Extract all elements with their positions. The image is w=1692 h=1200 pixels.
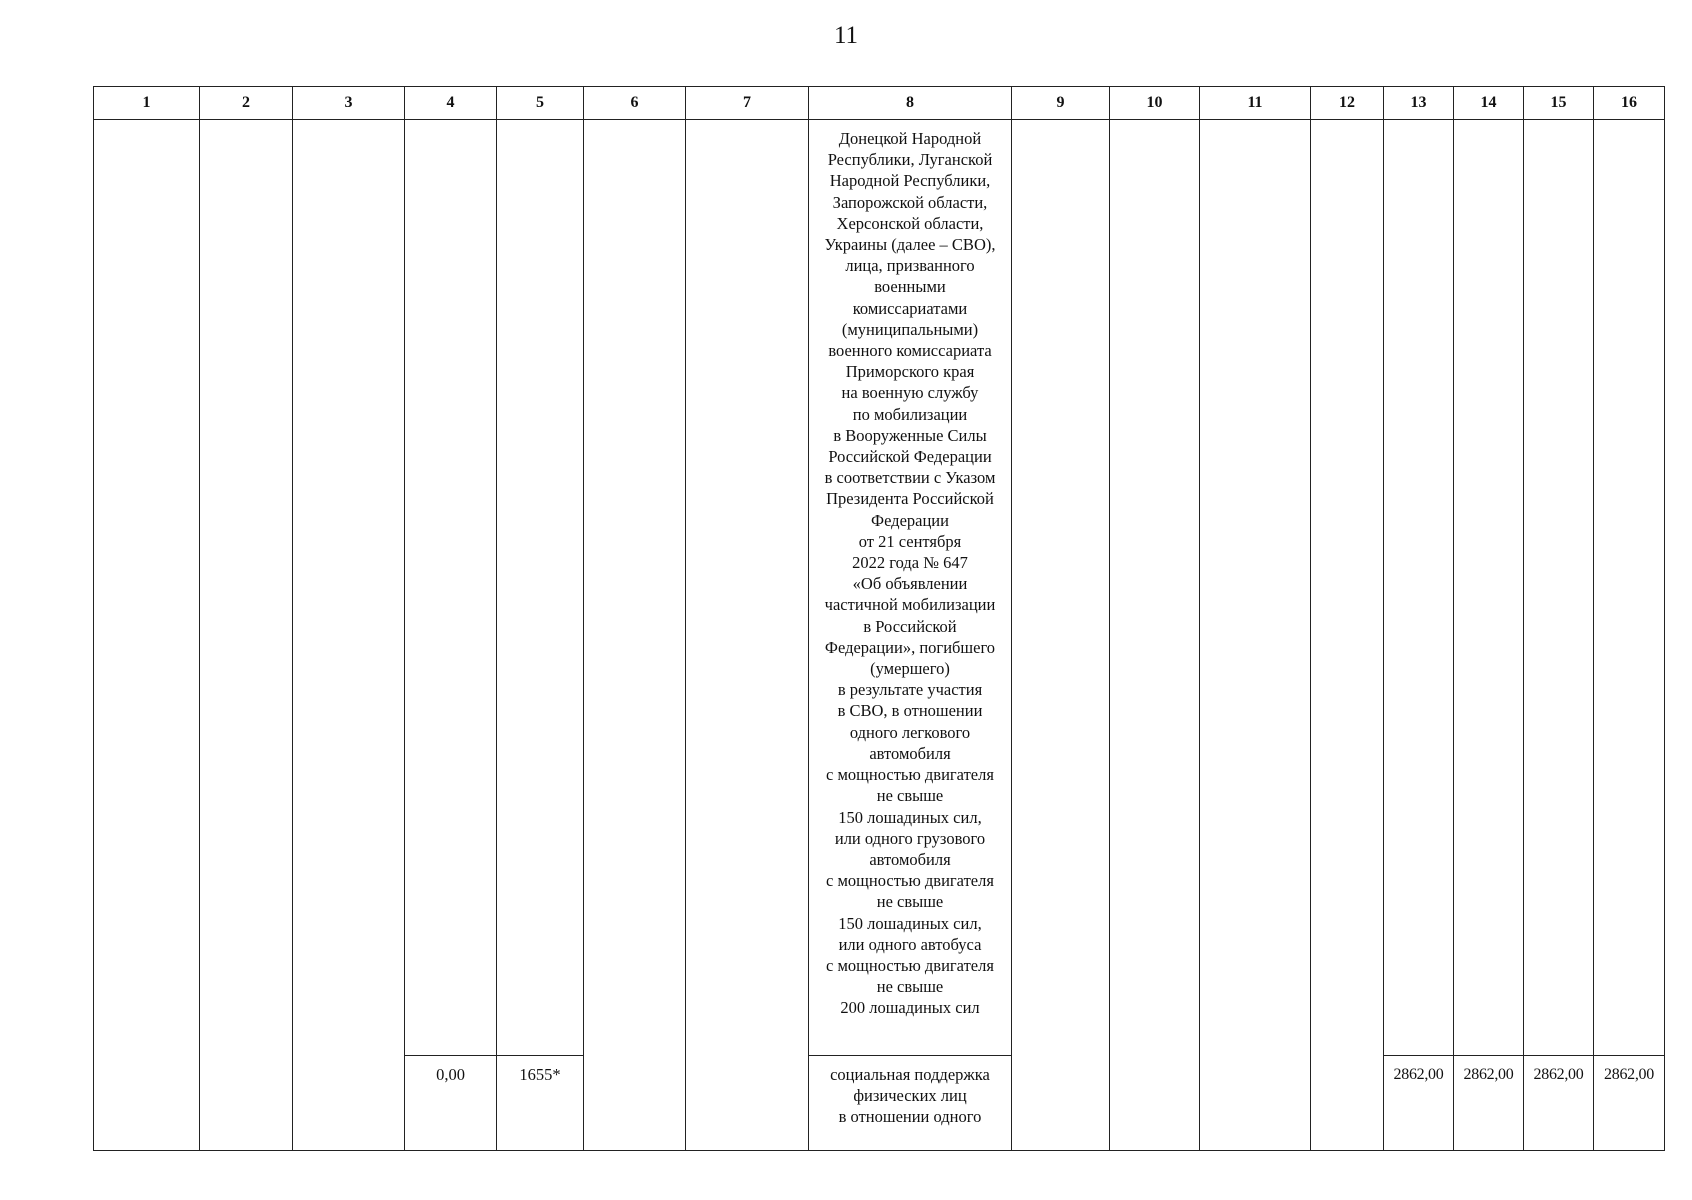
row1-description: Донецкой Народной Республики, Луганской Народной Республики, Запорожской области, Херсонской области, Украины (далее – СВО), лица, призванного военными комиссариатами (муниципальными) военного комиссариата Приморского края на военную службу по мобилизации в Вооруженные Силы Российской Федерации в соответствии с Указом Президента Российской Федерации от 21 сентября 2022 года № 647 «Об объявлении частичной мобилизации в Российской Федерации», погибшего (умершего) в результате участия в СВО, в отношении одного легкового автомобиля с мощностью двигателя не свыше 150 лошадиных сил, или одного грузового автомобиля с мощностью двигателя не свыше 150 лошадиных сил, или одного автобуса с мощностью двигателя не свыше 200 лошадиных сил — [824, 129, 996, 1018]
header-cell-5: 5 — [497, 87, 584, 120]
header-cell-16: 16 — [1594, 87, 1665, 120]
row2-description: социальная поддержка физических лиц в отношении одного — [830, 1065, 990, 1127]
page-number: 11 — [833, 22, 859, 49]
header-cell-11: 11 — [1200, 87, 1311, 120]
row1-cell-12 — [1311, 120, 1384, 1056]
row2-cell-9 — [1012, 1056, 1110, 1151]
row2-cell-7 — [686, 1056, 809, 1151]
row2-value-col14: 2862,00 — [1463, 1066, 1514, 1083]
row2-cell-16 — [1594, 1056, 1665, 1151]
row2-cell-11 — [1200, 1056, 1311, 1151]
row1-cell-15 — [1524, 120, 1594, 1056]
header-cell-2: 2 — [200, 87, 293, 120]
row2-cell-14 — [1454, 1056, 1524, 1151]
row2-cell-3 — [293, 1056, 405, 1151]
row2-cell-5 — [497, 1056, 584, 1151]
row1-cell-11 — [1200, 120, 1311, 1056]
row2-cell-8 — [809, 1056, 1012, 1151]
header-row — [94, 87, 1665, 120]
header-cell-14: 14 — [1454, 87, 1524, 120]
header-cell-4: 4 — [405, 87, 497, 120]
header-cell-12: 12 — [1311, 87, 1384, 120]
row2-code-col5: 1655* — [519, 1065, 561, 1084]
row1-cell-6 — [584, 120, 686, 1056]
header-cell-15: 15 — [1524, 87, 1594, 120]
header-cell-9: 9 — [1012, 87, 1110, 120]
row2-cell-10 — [1110, 1056, 1200, 1151]
row1-cell-8 — [809, 120, 1012, 1056]
row2-cell-4 — [405, 1056, 497, 1151]
header-cell-1: 1 — [94, 87, 200, 120]
row2-cell-1 — [94, 1056, 200, 1151]
row1-cell-1 — [94, 120, 200, 1056]
row2-value-col15: 2862,00 — [1533, 1066, 1584, 1083]
row1-cell-7 — [686, 120, 809, 1056]
row2-cell-15 — [1524, 1056, 1594, 1151]
header-cell-10: 10 — [1110, 87, 1200, 120]
row1-cell-2 — [200, 120, 293, 1056]
row1-cell-5 — [497, 120, 584, 1056]
row1-cell-4 — [405, 120, 497, 1056]
row1-cell-13 — [1384, 120, 1454, 1056]
header-cell-8: 8 — [809, 87, 1012, 120]
row2-cell-12 — [1311, 1056, 1384, 1151]
header-cell-13: 13 — [1384, 87, 1454, 120]
row1-cell-10 — [1110, 120, 1200, 1056]
row2-value-col4: 0,00 — [436, 1065, 465, 1084]
row2-value-col16: 2862,00 — [1604, 1066, 1654, 1083]
header-cell-3: 3 — [293, 87, 405, 120]
row1-cell-16 — [1594, 120, 1665, 1056]
table-row — [94, 1056, 1665, 1151]
header-cell-6: 6 — [584, 87, 686, 120]
row1-cell-9 — [1012, 120, 1110, 1056]
row2-cell-6 — [584, 1056, 686, 1151]
row2-cell-13 — [1384, 1056, 1454, 1151]
row2-value-col13: 2862,00 — [1393, 1066, 1444, 1083]
data-table — [93, 86, 1665, 1151]
table-row — [94, 120, 1665, 1056]
row1-cell-3 — [293, 120, 405, 1056]
header-cell-7: 7 — [686, 87, 809, 120]
row1-cell-14 — [1454, 120, 1524, 1056]
row2-cell-2 — [200, 1056, 293, 1151]
